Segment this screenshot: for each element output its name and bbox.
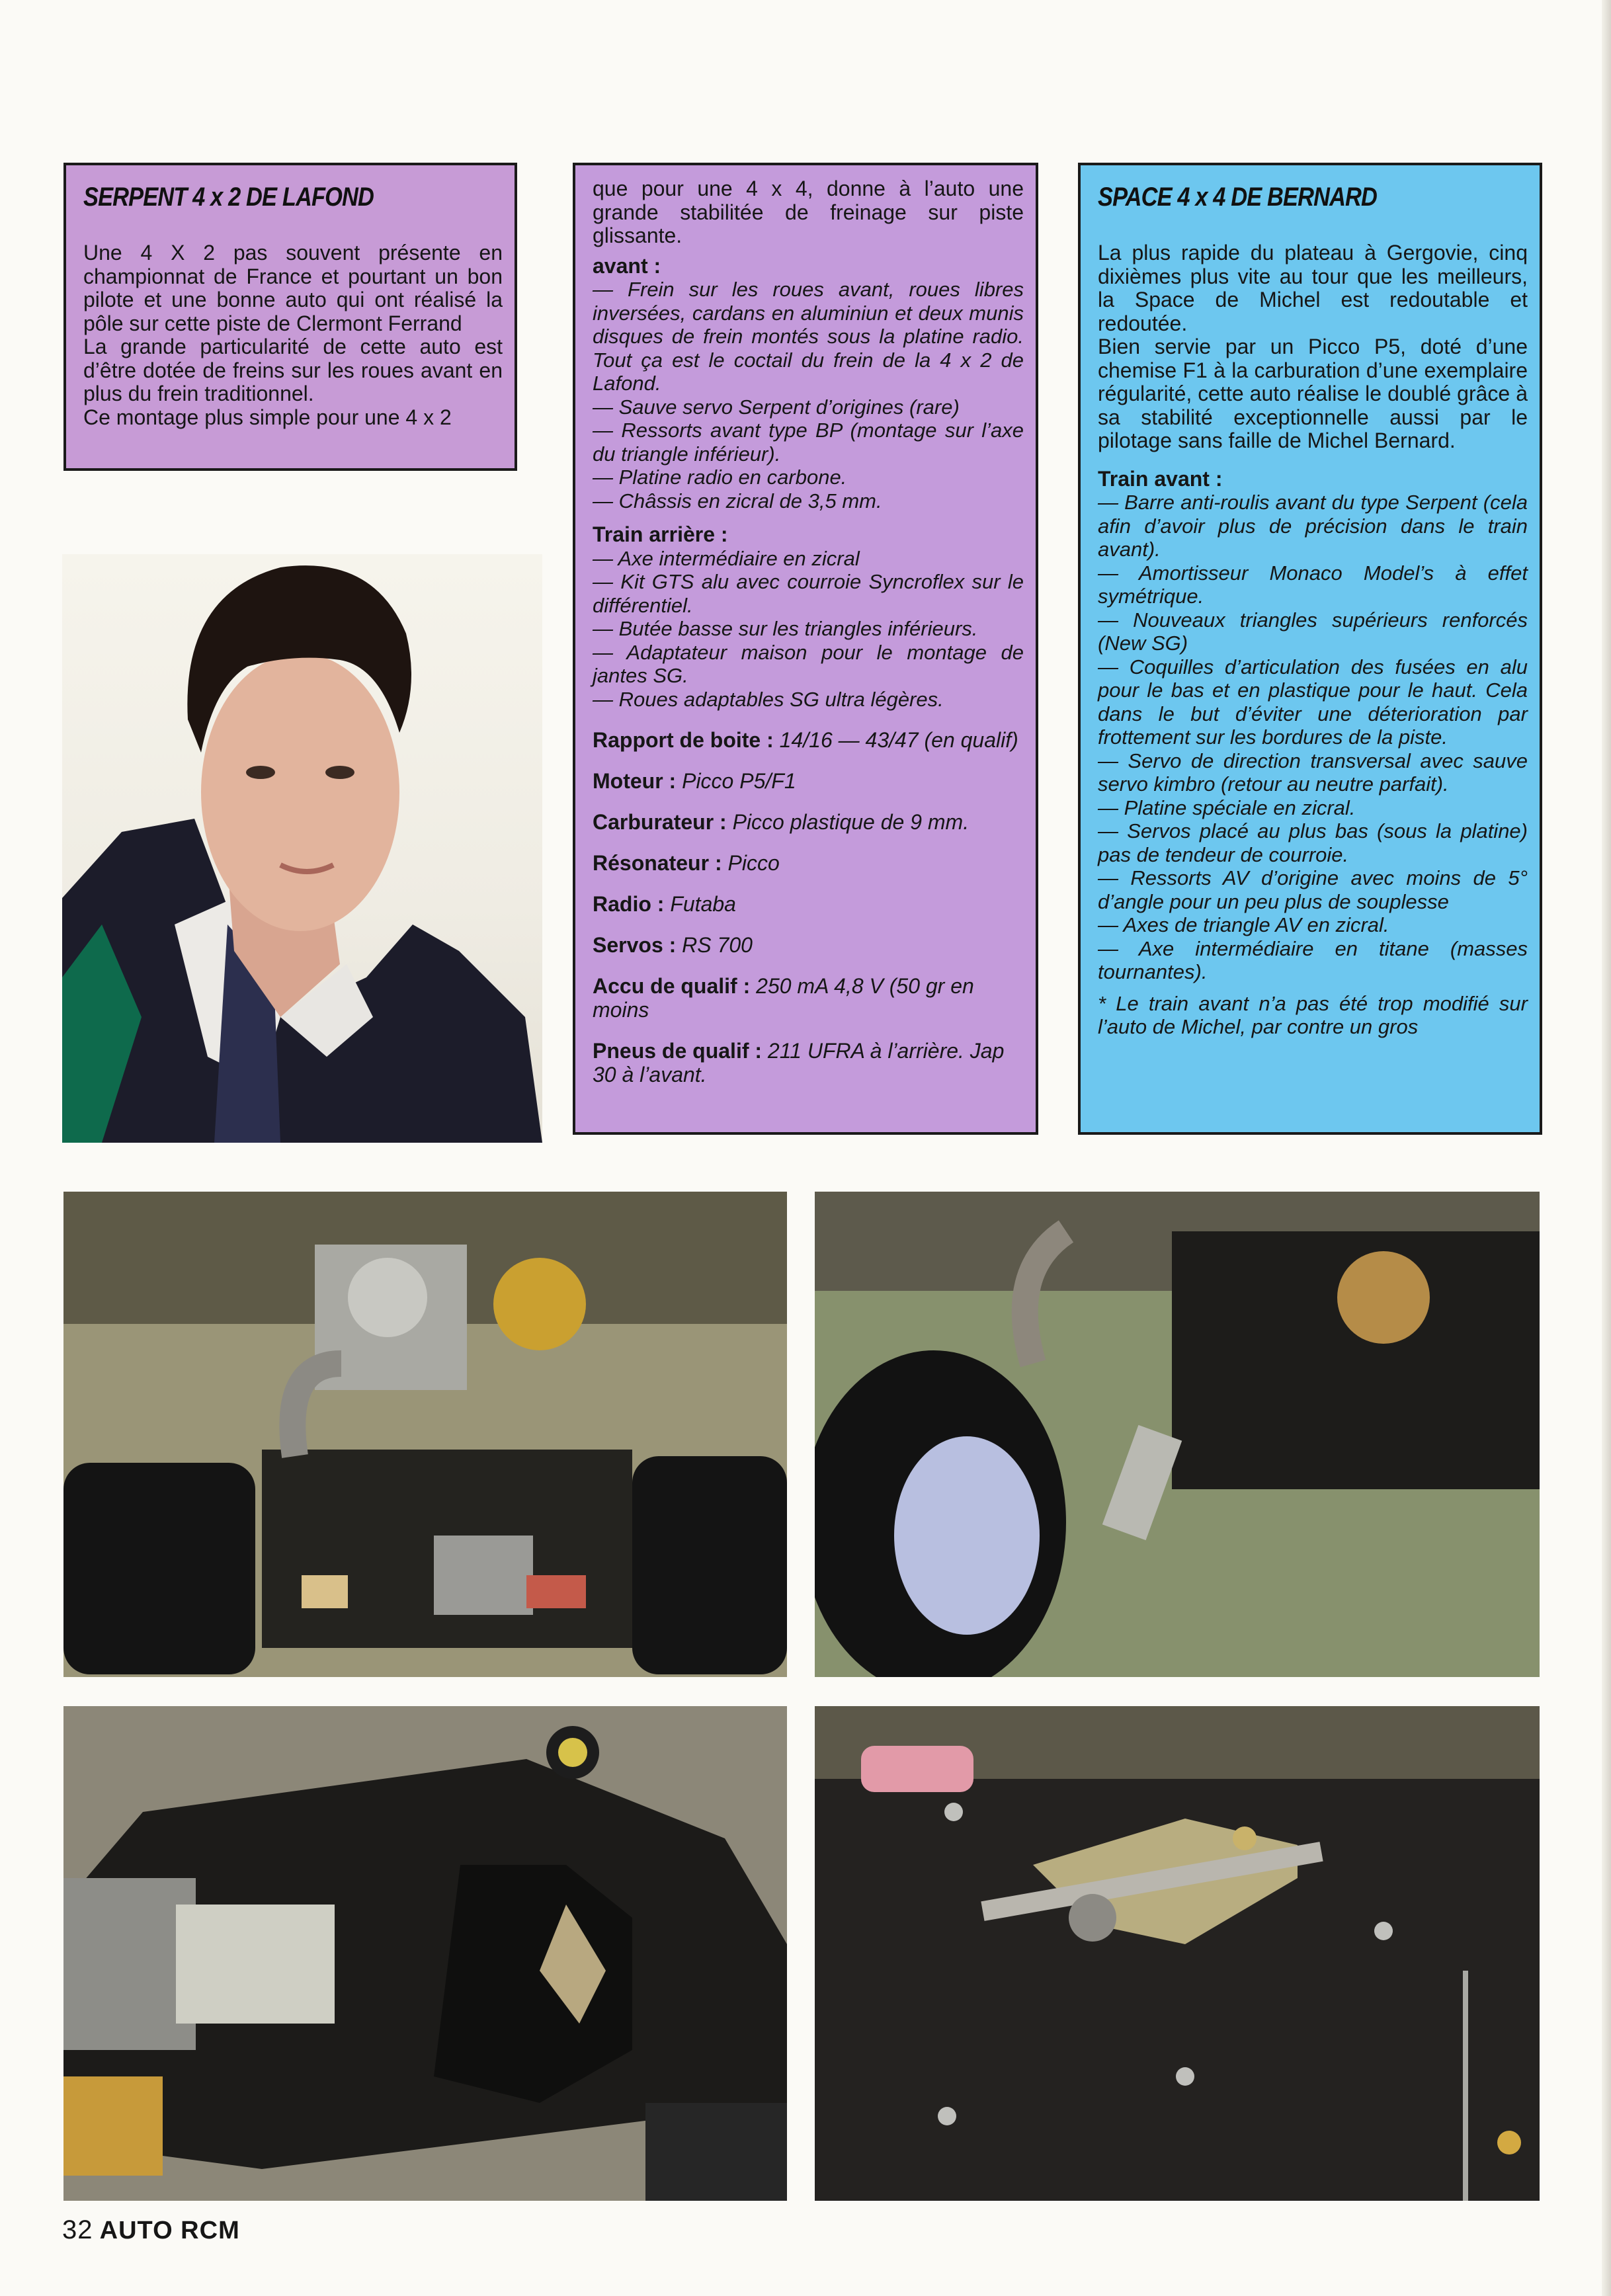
space-box — [1078, 163, 1542, 1135]
train-avant-item: — Barre anti-roulis avant du type Serpent (cela afin d’avoir plus de précision dans le train avant). — [1098, 491, 1528, 561]
train-avant-item: — Ressorts AV d’origine avec moins de 5° d’angle pour un peu plus de souplesse — [1098, 866, 1528, 913]
avant-item: — Ressorts avant type BP (montage sur l’axe du triangle inférieur). — [593, 419, 1024, 466]
space-title: SPACE 4 x 4 DE BERNARD — [1098, 183, 1378, 212]
space-text-1: La plus rapide du plateau à Gergovie, cinq dixièmes plus vite au tour que les meilleurs, la Space de Michel est redoutable et redoutée. — [1098, 241, 1528, 335]
space-text-2: Bien servie par un Picco P5, doté d’une chemise F1 à la carburation d’une exemplaire régularité, cette auto réalise le doublé grâce à sa stabilité exceptionnelle aussi par le pilotage sans faille de Michel Bernard. — [1098, 335, 1528, 452]
driver-portrait-photo — [62, 554, 542, 1143]
train-avant-item: — Axe intermédiaire en titane (masses tournantes). — [1098, 936, 1528, 983]
spec-line: Résonateur : Picco — [593, 851, 780, 875]
spec-line: Rapport de boite : 14/16 — 43/47 (en qualif) — [593, 728, 1018, 752]
car-chassis-side-photo — [63, 1706, 787, 2201]
train-avant-heading: Train avant : — [1098, 466, 1223, 491]
arriere-item: — Axe intermédiaire en zicral — [593, 546, 860, 570]
page-number: 32 — [62, 2215, 93, 2244]
spec-line: Carburateur : Picco plastique de 9 mm. — [593, 810, 970, 834]
page-footer — [62, 2215, 240, 2245]
spec-line: Accu de qualif : 250 mA 4,8 V (50 gr en moins — [593, 974, 974, 1022]
serpent-text-1: Une 4 X 2 pas souvent présente en championnat de France et pourtant un bon pilote et une bonne auto qui ont réalisé la pôle sur cette piste de Clermont Ferrand — [83, 241, 503, 335]
avant-heading: avant : — [593, 253, 661, 278]
train-avant-note: * Le train avant n’a pas été trop modifié sur l’auto de Michel, par contre un gros — [1098, 991, 1528, 1038]
train-avant-item: — Nouveaux triangles supérieurs renforcés (New SG) — [1098, 608, 1528, 655]
arriere-item: — Kit GTS alu avec courroie Syncroflex sur le différentiel. — [593, 570, 1024, 617]
car-front-wheel-photo — [815, 1192, 1540, 1677]
magazine-name: AUTO RCM — [99, 2217, 240, 2244]
page-edge — [1602, 0, 1611, 2296]
train-avant-item: — Coquilles d’articulation des fusées en alu pour le bas et en plastique pour le haut. Cela dans le but d’éviter une déterioration par frottement sur les bordures de la piste. — [1098, 655, 1528, 749]
arriere-item: — Adaptateur maison pour le montage de jantes SG. — [593, 640, 1024, 687]
arriere-item: — Butée basse sur les triangles inférieurs. — [593, 617, 978, 640]
serpent-text-3: Ce montage plus simple pour une 4 x 2 — [83, 405, 452, 429]
technical-column-serpent — [573, 163, 1038, 1135]
serpent-text-2: La grande particularité de cette auto est d’être dotée de freins sur les roues avant en plus du frein traditionnel. — [83, 335, 503, 405]
spec-line: Pneus de qualif : 211 UFRA à l’arrière. Jap 30 à l’avant. — [593, 1039, 1005, 1086]
car-engine-rear-photo — [63, 1192, 787, 1677]
train-avant-item: — Axes de triangle AV en zicral. — [1098, 913, 1389, 936]
spec-line: Servos : RS 700 — [593, 933, 753, 957]
train-arriere-heading: Train arrière : — [593, 522, 728, 546]
serpent-box — [63, 163, 517, 471]
avant-item: — Sauve servo Serpent d’origines (rare) — [593, 395, 960, 419]
train-avant-item: — Servo de direction transversal avec sauve servo kimbro (retour au neutre parfait). — [1098, 749, 1528, 796]
train-avant-item: — Servos placé au plus bas (sous la platine) pas de tendeur de courroie. — [1098, 819, 1528, 866]
spec-line: Radio : Futaba — [593, 892, 736, 916]
avant-item: — Frein sur les roues avant, roues libres inversées, cardans en aluminiun et deux munis disques de frein montés sous la platine radio. Tout ça est le coctail du frein de la 4 x 2 de Lafond. — [593, 278, 1024, 395]
arriere-item: — Roues adaptables SG ultra légères. — [593, 687, 944, 711]
serpent-title: SERPENT 4 x 2 DE LAFOND — [83, 183, 374, 212]
car-servo-plate-photo — [815, 1706, 1540, 2201]
avant-item: — Platine radio en carbone. — [593, 466, 847, 489]
train-avant-item: — Platine spéciale en zicral. — [1098, 796, 1356, 819]
train-avant-item: — Amortisseur Monaco Model’s à effet symétrique. — [1098, 561, 1528, 608]
spec-line: Moteur : Picco P5/F1 — [593, 769, 796, 793]
brake-intro-text: que pour une 4 x 4, donne à l’auto une grande stabilitée de freinage sur piste glissante. — [593, 177, 1024, 247]
avant-item: — Châssis en zicral de 3,5 mm. — [593, 489, 882, 512]
